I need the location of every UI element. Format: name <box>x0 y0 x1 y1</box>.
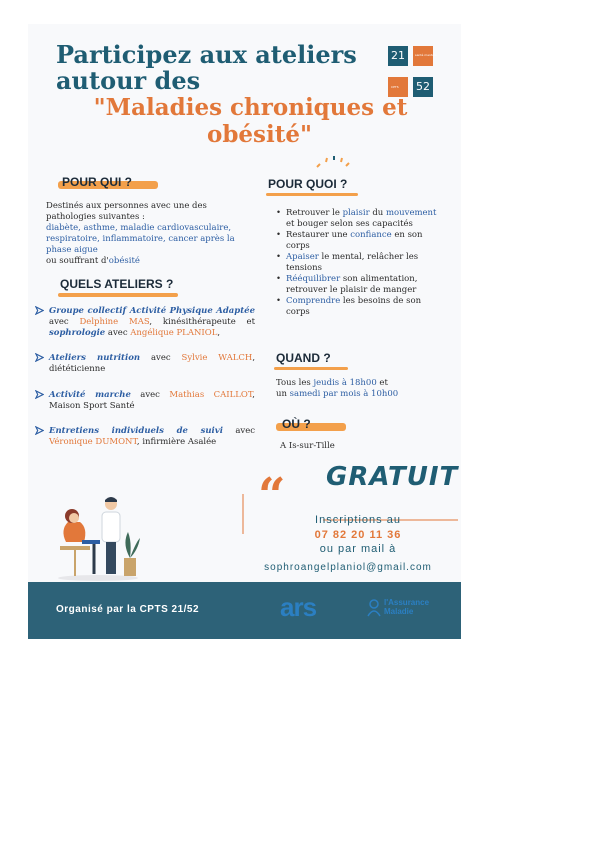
inscriptions-line1: Inscriptions au <box>315 514 401 526</box>
atelier-1-role: , kinésithérapeute et <box>149 317 256 327</box>
assurance-line2: Maladie <box>384 607 414 616</box>
atelier-3 <box>49 390 255 412</box>
ou-place: A Is-sur-Tille <box>280 441 335 451</box>
flyer <box>28 24 461 639</box>
pour-quoi-item-text: du <box>369 208 386 218</box>
arrow-icon <box>35 426 44 435</box>
highlight-underline <box>58 293 178 297</box>
badge-small-text: santé mentale <box>415 53 437 57</box>
badge-21: 21 <box>388 46 408 66</box>
pour-quoi-item <box>276 252 444 274</box>
quand-line2b: samedi par mois à 10h00 <box>289 389 399 399</box>
atelier-1-end: , <box>217 328 221 338</box>
atelier-3-name: Mathias CAILLOT <box>169 390 253 400</box>
pour-quoi-item <box>276 230 444 252</box>
pour-qui-obesite: obésité <box>108 256 140 266</box>
heading-ou: OÙ ? <box>282 417 311 431</box>
pour-quoi-item-text: plaisir <box>342 208 370 218</box>
highlight-underline <box>274 367 348 370</box>
pour-qui-text <box>46 201 246 267</box>
people-illustration <box>46 492 146 582</box>
ars-logo <box>280 592 316 623</box>
pour-quoi-item-text: Retrouver le <box>286 208 343 218</box>
email-link[interactable]: sophroangelplaniol@gmail.com <box>264 562 432 573</box>
highlight-underline <box>266 193 358 196</box>
atelier-4-avec: avec <box>235 426 255 436</box>
pour-quoi-item <box>276 296 444 318</box>
atelier-2 <box>49 353 255 375</box>
atelier-2-name: Sylvie WALCH <box>181 353 253 363</box>
atelier-1 <box>49 306 255 339</box>
atelier-1-avec: avec <box>49 317 69 327</box>
footer-organise: Organisé par la CPTS 21/52 <box>56 604 200 615</box>
quand-line1c: et <box>376 378 388 388</box>
pour-quoi-item <box>276 208 444 230</box>
arrow-icon <box>35 306 44 315</box>
title-line1: Participez aux ateliers <box>56 40 357 69</box>
quand-line1a: Tous les <box>276 378 314 388</box>
atelier-4 <box>49 426 255 448</box>
pour-quoi-item-text: Apaiser <box>286 252 319 262</box>
page-title <box>56 42 357 94</box>
heading-quand: QUAND ? <box>276 351 331 365</box>
atelier-1-avec2: avec <box>107 328 128 338</box>
atelier-1-title2: sophrologie <box>49 328 106 338</box>
arrow-icon <box>35 390 44 399</box>
pour-quoi-item-text: confiance <box>350 230 392 240</box>
atelier-2-title: Ateliers nutrition <box>49 353 141 363</box>
badge-small-text: CPTS <box>391 85 399 89</box>
pour-quoi-item-text: Rééquilibrer <box>286 274 341 284</box>
quand-line1b: jeudis à 18h00 <box>313 378 377 388</box>
heading-quels-ateliers: QUELS ATELIERS ? <box>60 277 174 291</box>
ars-logo-text: ars <box>280 592 317 622</box>
subtitle-line2: obésité" <box>207 121 312 148</box>
subtitle-line1: "Maladies chroniques et <box>93 94 408 121</box>
pour-quoi-item-text: Restaurer une <box>286 230 351 240</box>
pour-qui-ou: ou souffrant d' <box>46 256 109 266</box>
assurance-maladie-logo-icon <box>366 598 382 618</box>
atelier-4-role: , infirmière Asalée <box>136 437 217 447</box>
inscriptions-line3: ou par mail à <box>319 543 397 555</box>
atelier-2-avec: avec <box>150 353 171 363</box>
quand-line2a: un <box>276 389 290 399</box>
pour-quoi-item-text: le mental, relâcher les tensions <box>286 252 419 273</box>
pour-quoi-item <box>276 274 444 296</box>
heading-pour-qui: POUR QUI ? <box>62 175 133 189</box>
pour-quoi-item-text: son alimentation, retrouver le plaisir de manger <box>286 274 418 295</box>
pour-quoi-item-text: et bouger selon ses capacités <box>286 219 413 229</box>
atelier-4-title: Entretiens individuels de suivi <box>49 426 223 436</box>
quand-text <box>276 378 456 400</box>
subtitle <box>28 94 461 148</box>
gratuit-label: GRATUIT <box>326 462 459 492</box>
atelier-3-role: , Maison Sport Santé <box>49 390 255 411</box>
pour-quoi-item-text: mouvement <box>385 208 437 218</box>
atelier-1-title: Groupe collectif Activité Physique Adaptée <box>49 306 255 316</box>
pour-qui-intro: Destinés aux personnes avec une des pathologies suivantes : <box>46 201 207 222</box>
pour-qui-pathologies: diabète, asthme, maladie cardiovasculaire, respiratoire, inflammatoire, cancer après la phase aigue <box>46 223 235 255</box>
title-line2: autour des <box>56 66 201 95</box>
assurance-line1: l'Assurance <box>384 598 430 607</box>
arrow-icon <box>35 353 44 362</box>
badge-52: 52 <box>413 77 433 97</box>
footer-band <box>28 582 461 639</box>
pour-quoi-item-text: en son corps <box>286 230 423 251</box>
atelier-2-role: , diététicienne <box>49 353 256 374</box>
pour-quoi-list <box>276 208 444 318</box>
phone-number[interactable]: 07 82 20 11 36 <box>314 529 402 541</box>
pour-quoi-item-text: les besoins de son corps <box>286 296 422 317</box>
quote-mark-icon: “ <box>258 468 286 524</box>
sun-rays-icon <box>313 155 353 171</box>
atelier-3-title: Activité marche <box>49 390 131 400</box>
atelier-1-name2: Angélique PLANIOL <box>130 328 218 338</box>
atelier-1-name: Delphine MAS <box>79 317 150 327</box>
pour-quoi-item-text: Comprendre <box>286 296 341 306</box>
atelier-3-avec: avec <box>140 390 160 400</box>
heading-pour-quoi: POUR QUOI ? <box>268 177 348 191</box>
atelier-4-name: Véronique DUMONT <box>49 437 137 447</box>
